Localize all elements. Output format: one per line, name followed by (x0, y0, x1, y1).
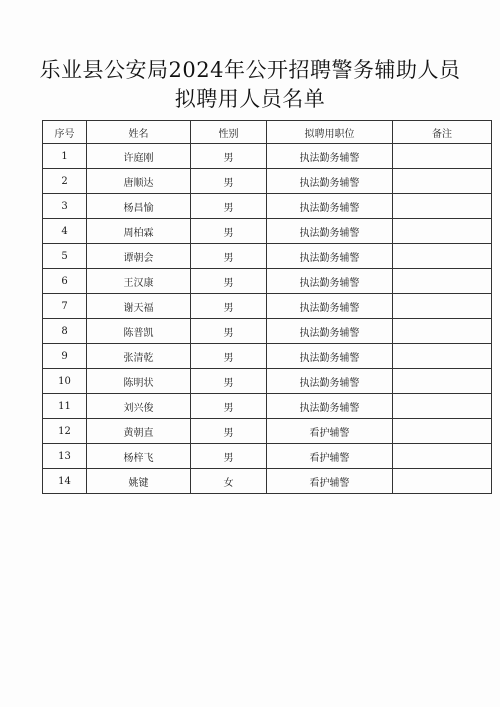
cell-sex: 男 (191, 319, 267, 344)
cell-sex: 男 (191, 394, 267, 419)
table-row (43, 394, 492, 419)
cell-name: 陈普凯 (87, 319, 191, 344)
cell-name: 刘兴俊 (87, 394, 191, 419)
header-position: 拟聘用职位 (267, 121, 393, 144)
cell-no: 3 (43, 194, 87, 219)
cell-position: 执法勤务辅警 (267, 244, 393, 269)
cell-note (393, 369, 492, 394)
cell-name: 陈明状 (87, 369, 191, 394)
table-row (43, 244, 492, 269)
cell-note (393, 269, 492, 294)
cell-sex: 男 (191, 369, 267, 394)
cell-no: 2 (43, 169, 87, 194)
cell-sex: 男 (191, 444, 267, 469)
cell-note (393, 444, 492, 469)
cell-note (393, 344, 492, 369)
header-no: 序号 (43, 121, 87, 144)
table-row (43, 144, 492, 169)
table-header-row (43, 121, 492, 144)
cell-name: 杨梓飞 (87, 444, 191, 469)
table-row (43, 469, 492, 494)
cell-name: 杨昌愉 (87, 194, 191, 219)
cell-note (393, 144, 492, 169)
cell-position: 执法勤务辅警 (267, 344, 393, 369)
cell-note (393, 319, 492, 344)
cell-position: 执法勤务辅警 (267, 219, 393, 244)
table-row (43, 194, 492, 219)
cell-name: 张清乾 (87, 344, 191, 369)
cell-no: 4 (43, 219, 87, 244)
cell-position: 看护辅警 (267, 419, 393, 444)
cell-position: 执法勤务辅警 (267, 394, 393, 419)
cell-position: 执法勤务辅警 (267, 144, 393, 169)
table-row (43, 344, 492, 369)
cell-position: 执法勤务辅警 (267, 319, 393, 344)
table-row (43, 169, 492, 194)
cell-sex: 男 (191, 294, 267, 319)
cell-name: 谢天福 (87, 294, 191, 319)
table-row (43, 444, 492, 469)
cell-no: 5 (43, 244, 87, 269)
cell-position: 执法勤务辅警 (267, 369, 393, 394)
cell-position: 看护辅警 (267, 469, 393, 494)
table-row (43, 219, 492, 244)
cell-name: 姚键 (87, 469, 191, 494)
cell-sex: 男 (191, 144, 267, 169)
cell-sex: 男 (191, 244, 267, 269)
table-body (43, 144, 492, 494)
cell-name: 唐顺达 (87, 169, 191, 194)
cell-sex: 男 (191, 194, 267, 219)
cell-position: 执法勤务辅警 (267, 269, 393, 294)
cell-position: 执法勤务辅警 (267, 169, 393, 194)
cell-sex: 男 (191, 269, 267, 294)
cell-note (393, 469, 492, 494)
cell-position: 执法勤务辅警 (267, 194, 393, 219)
cell-sex: 男 (191, 169, 267, 194)
table-row (43, 269, 492, 294)
cell-no: 14 (43, 469, 87, 494)
cell-no: 10 (43, 369, 87, 394)
cell-name: 王汉康 (87, 269, 191, 294)
cell-no: 13 (43, 444, 87, 469)
cell-no: 8 (43, 319, 87, 344)
cell-no: 12 (43, 419, 87, 444)
cell-note (393, 219, 492, 244)
header-note: 备注 (393, 121, 492, 144)
cell-name: 黄朝直 (87, 419, 191, 444)
cell-note (393, 244, 492, 269)
cell-no: 11 (43, 394, 87, 419)
cell-sex: 女 (191, 469, 267, 494)
cell-sex: 男 (191, 219, 267, 244)
table-row (43, 319, 492, 344)
cell-sex: 男 (191, 344, 267, 369)
cell-name: 周柏霖 (87, 219, 191, 244)
cell-note (393, 394, 492, 419)
cell-name: 许庭刚 (87, 144, 191, 169)
cell-position: 执法勤务辅警 (267, 294, 393, 319)
cell-note (393, 169, 492, 194)
table-row (43, 294, 492, 319)
table-row (43, 419, 492, 444)
cell-no: 7 (43, 294, 87, 319)
hiring-roster-table (42, 120, 492, 494)
cell-note (393, 294, 492, 319)
header-sex: 性别 (191, 121, 267, 144)
header-name: 姓名 (87, 121, 191, 144)
table-row (43, 369, 492, 394)
cell-no: 6 (43, 269, 87, 294)
cell-position: 看护辅警 (267, 444, 393, 469)
cell-note (393, 419, 492, 444)
cell-name: 谭朝会 (87, 244, 191, 269)
cell-no: 1 (43, 144, 87, 169)
document-title-line2: 拟聘用人员名单 (174, 87, 326, 111)
cell-note (393, 194, 492, 219)
cell-sex: 男 (191, 419, 267, 444)
cell-no: 9 (43, 344, 87, 369)
document-title-line1: 乐业县公安局2024年公开招聘警务辅助人员 (39, 58, 461, 82)
